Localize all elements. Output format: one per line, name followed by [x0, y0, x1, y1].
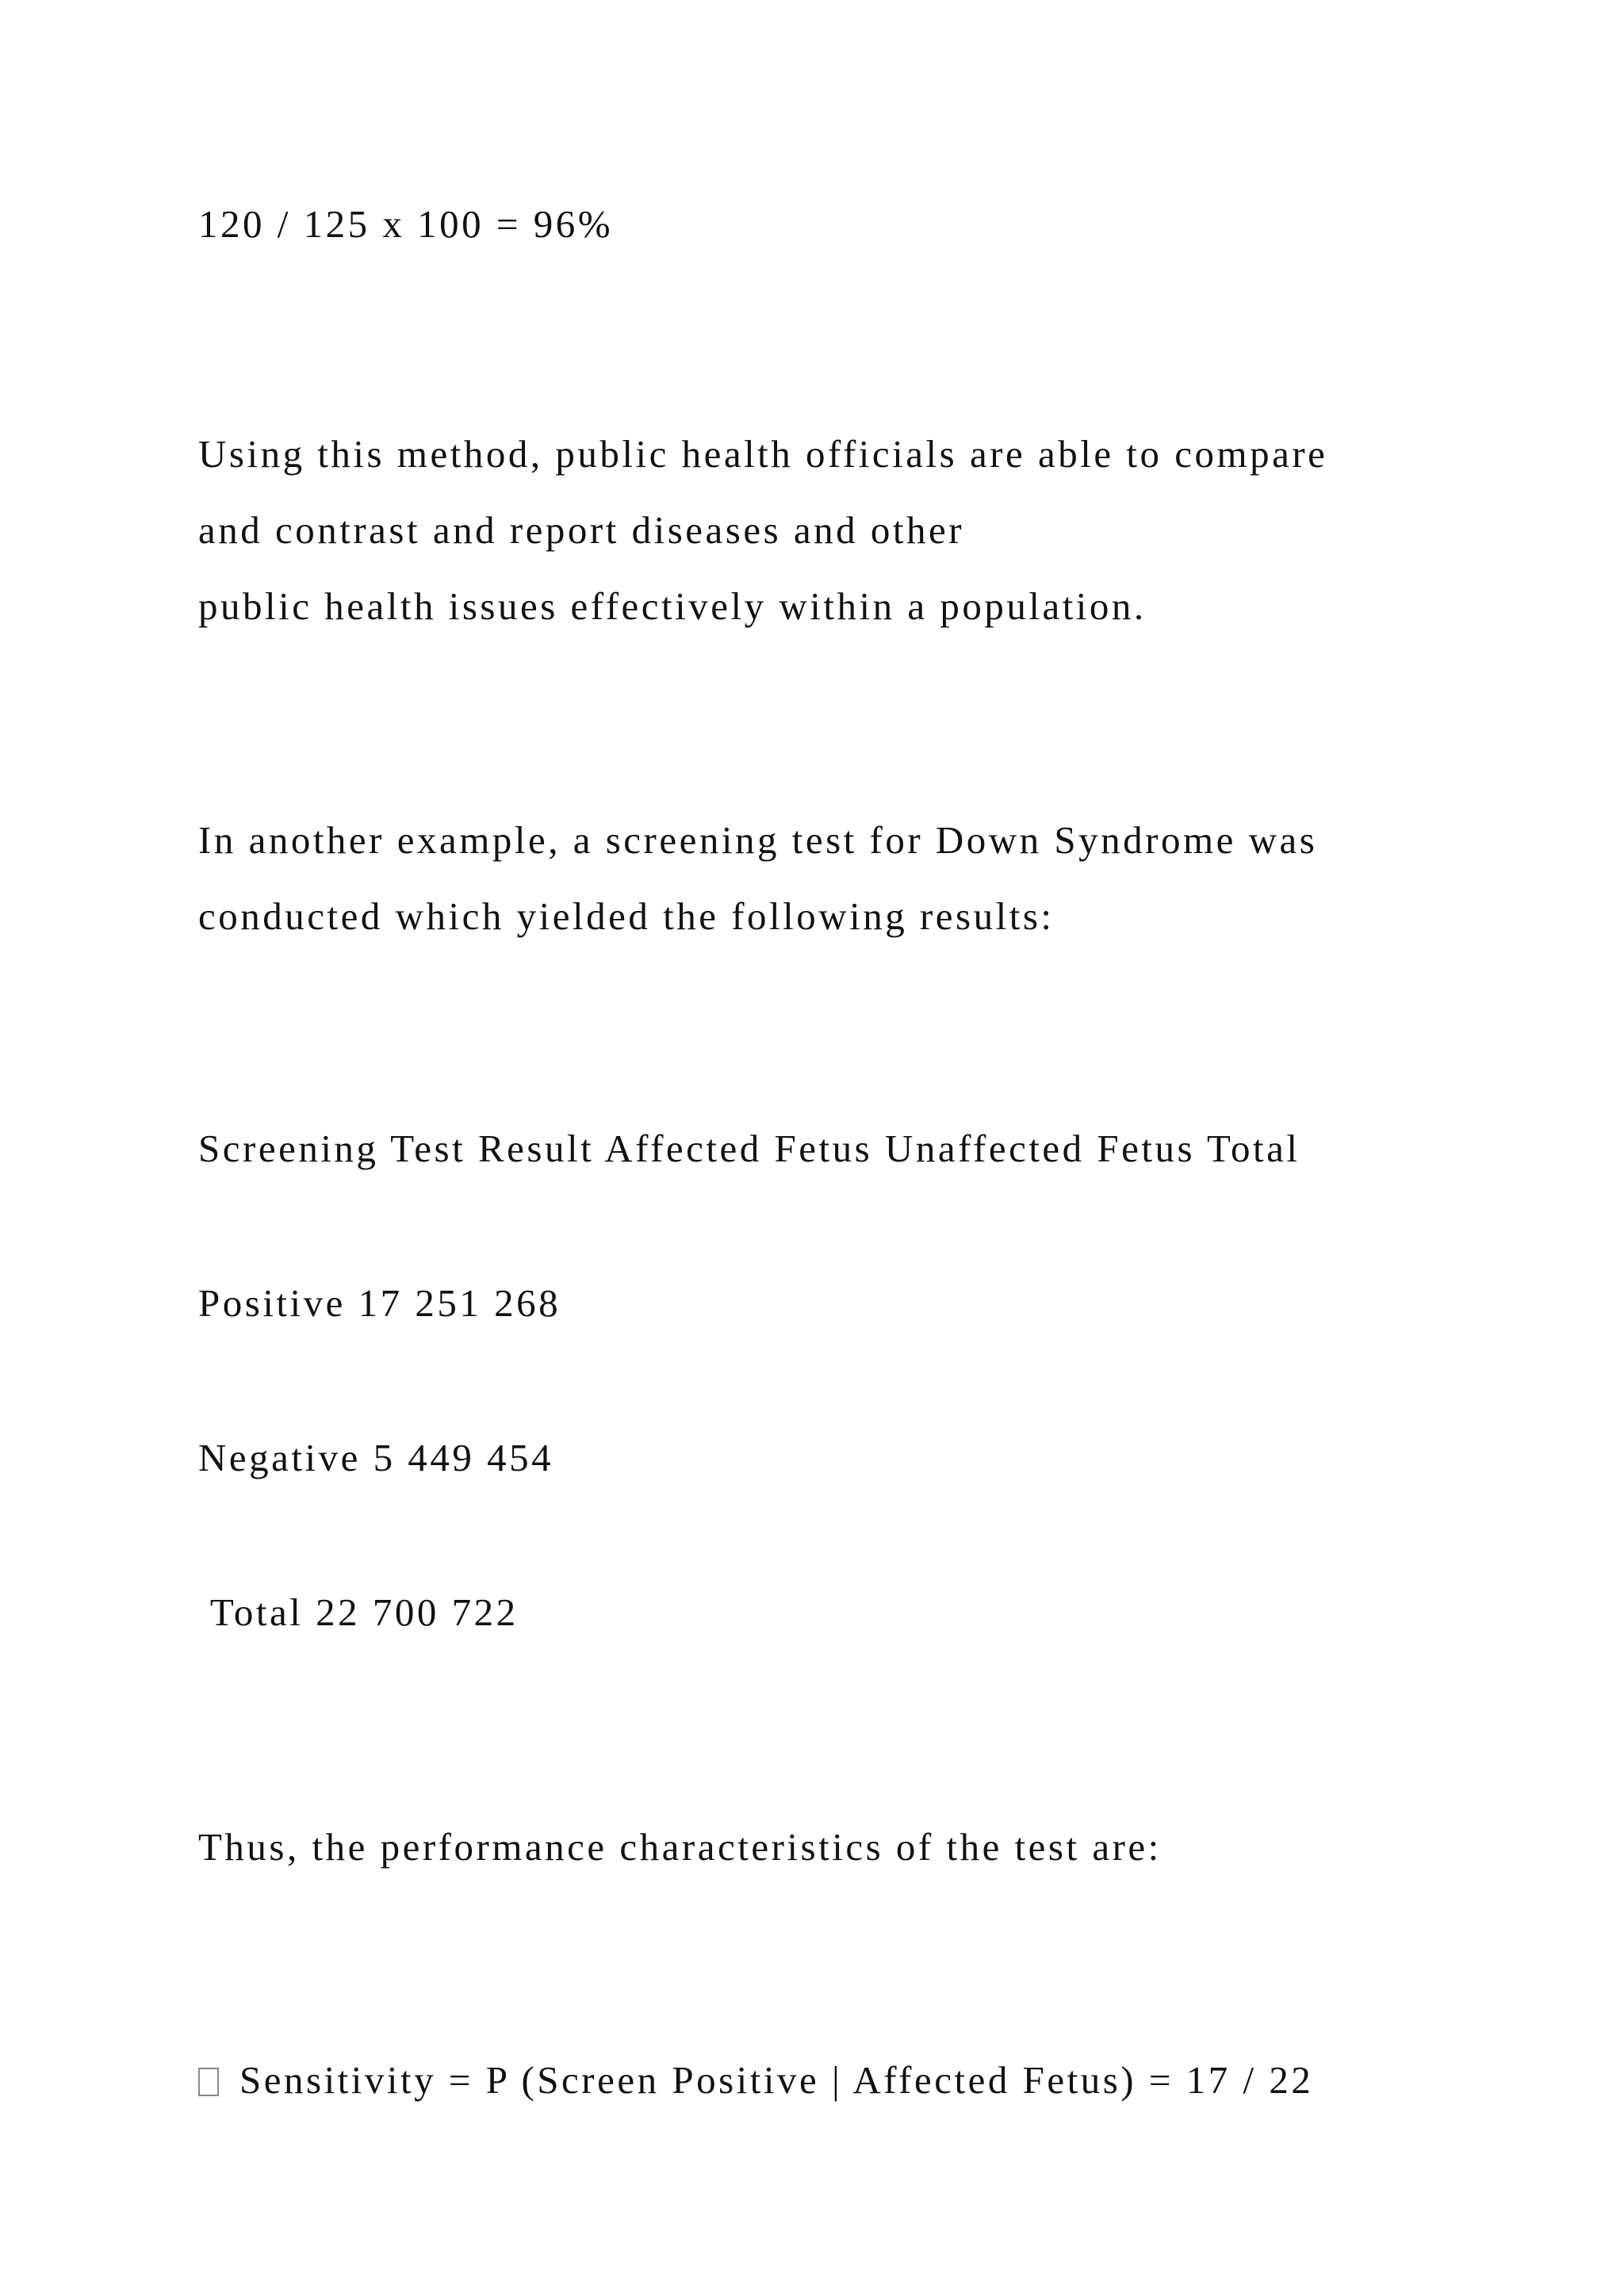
paragraph-3: Thus, the performance characteristics of the test are: [198, 1825, 1162, 1869]
table-header-line: Screening Test Result Affected Fetus Unaffected Fetus Total [198, 1127, 1300, 1170]
paragraph-1-line-3: public health issues effectively within a population. [198, 584, 1147, 628]
calculation-line: 120 / 125 x 100 = 96% [198, 202, 614, 246]
paragraph-2-line-2: conducted which yielded the following results: [198, 894, 1055, 938]
table-row-negative: Negative 5 449 454 [198, 1436, 554, 1479]
bullet-item-text: Sensitivity = P (Screen Positive | Affected Fetus) = 17 / 22 [239, 2058, 1314, 2102]
table-row-positive: Positive 17 251 268 [198, 1281, 561, 1325]
bullet-item-sensitivity [198, 2058, 1314, 2102]
paragraph-1-line-1: Using this method, public health officials are able to compare [198, 432, 1328, 476]
bullet-box-icon [198, 2068, 219, 2096]
table-row-total: Total 22 700 722 [198, 1590, 519, 1634]
paragraph-1-line-2: and contrast and report diseases and other [198, 508, 965, 552]
paragraph-2-line-1: In another example, a screening test for Down Syndrome was [198, 818, 1318, 862]
